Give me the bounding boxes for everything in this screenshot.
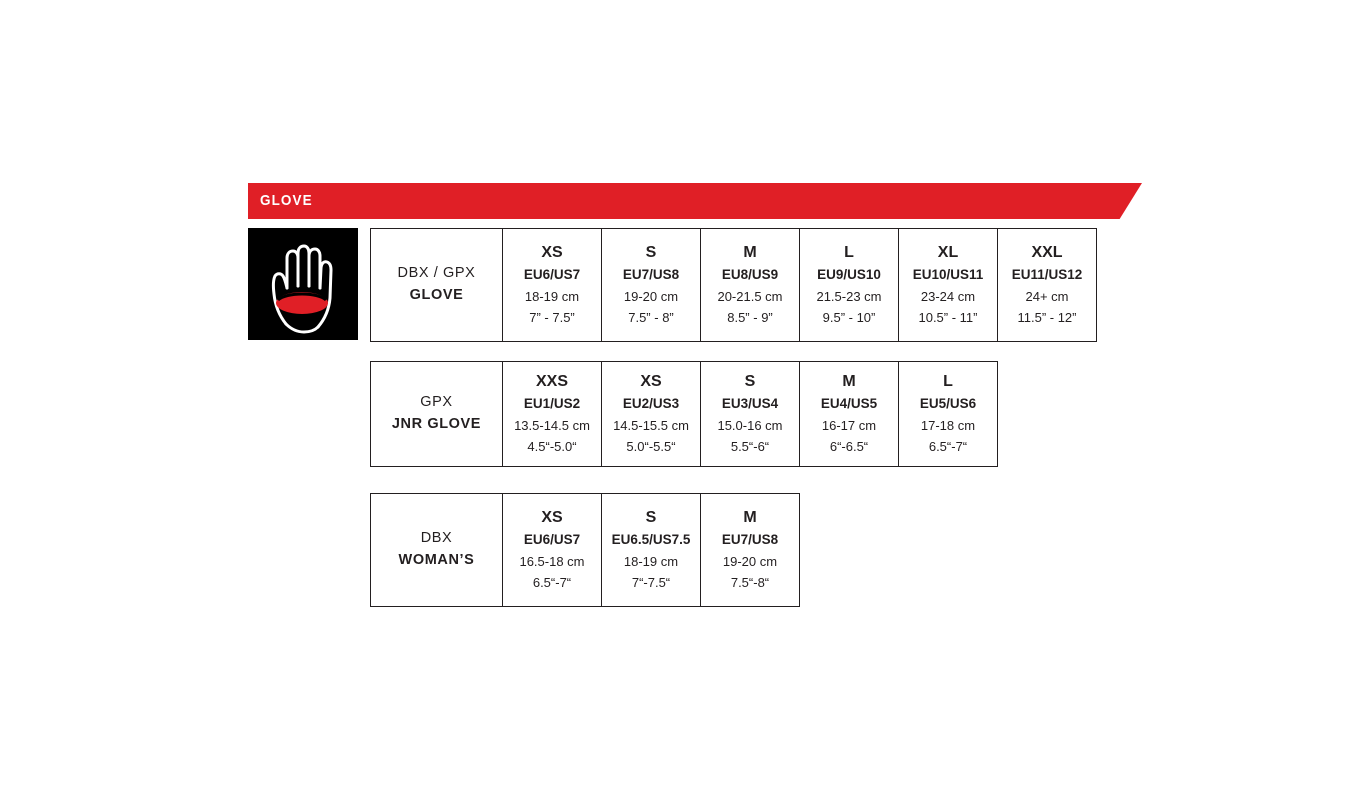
size-eu-us: EU5/US6 [919,395,977,411]
size-inch: 5.0“-5.5“ [626,438,676,454]
table-row [371,362,998,467]
size-inch: 7“-7.5“ [631,574,671,590]
size-name: M [842,373,856,391]
size-cm: 13.5-14.5 cm [514,417,590,433]
banner-background [248,183,1142,219]
size-cm: 19-20 cm [623,288,679,304]
size-cm: 17-18 cm [920,417,976,433]
glove-section-banner [248,183,1142,219]
size-cm: 21.5-23 cm [816,288,882,304]
table-row [371,229,1097,342]
row-label-line1: DBX [420,530,453,547]
size-cm: 18-19 cm [524,288,580,304]
size-cm: 20-21.5 cm [717,288,783,304]
size-cm: 16.5-18 cm [519,553,585,569]
size-inch: 7.5” - 8” [628,309,674,325]
size-eu-us: EU6/US7 [523,266,581,282]
size-inch: 8.5” - 9” [727,309,773,325]
size-column-s [701,362,800,467]
table-row [371,494,800,607]
size-column-m [701,494,800,607]
size-cm: 18-19 cm [623,553,679,569]
size-name: L [844,244,854,262]
row-label-jnr [371,362,503,467]
size-inch: 6.5“-7“ [928,438,968,454]
size-column-xs [602,362,701,467]
size-name: XS [541,509,563,527]
size-column-s [602,494,701,607]
row-label-line1: DBX / GPX [397,265,476,282]
size-column-l [800,229,899,342]
size-table-glove [370,228,1097,342]
size-inch: 11.5” - 12” [1017,309,1077,325]
size-eu-us: EU6.5/US7.5 [611,531,691,547]
row-label-line2: JNR GLOVE [391,416,482,432]
size-inch: 7” - 7.5” [529,309,575,325]
size-eu-us: EU2/US3 [622,395,680,411]
size-table-jnr-glove [370,361,998,467]
size-name: L [943,373,953,391]
size-cm: 19-20 cm [722,553,778,569]
size-eu-us: EU7/US8 [622,266,680,282]
size-eu-us: EU3/US4 [721,395,779,411]
size-column-xs [503,494,602,607]
size-name: M [743,244,757,262]
size-inch: 10.5” - 11” [918,309,978,325]
size-name: XS [541,244,563,262]
size-cm: 23-24 cm [920,288,976,304]
size-name: XL [937,244,959,262]
size-cm: 24+ cm [1025,288,1069,304]
size-inch: 7.5“-8“ [730,574,770,590]
size-inch: 6.5“-7“ [532,574,572,590]
size-name: M [743,509,757,527]
size-name: XXL [1031,244,1063,262]
size-inch: 5.5“-6“ [730,438,770,454]
size-column-xxs [503,362,602,467]
size-cm: 15.0-16 cm [717,417,783,433]
size-name: S [645,244,657,262]
size-inch: 6“-6.5“ [829,438,869,454]
row-label-line2: WOMAN’S [398,552,475,568]
size-eu-us: EU7/US8 [721,531,779,547]
glove-hand-icon [248,228,358,340]
size-column-s [602,229,701,342]
size-column-xxl [998,229,1097,342]
size-column-xs [503,229,602,342]
size-column-xl [899,229,998,342]
size-name: S [645,509,657,527]
glove-illustration-tile [248,228,358,340]
size-eu-us: EU11/US12 [1011,266,1083,282]
size-column-m [800,362,899,467]
size-eu-us: EU4/US5 [820,395,878,411]
size-eu-us: EU10/US11 [912,266,984,282]
size-name: XS [640,373,662,391]
size-cm: 14.5-15.5 cm [613,417,689,433]
size-name: S [744,373,756,391]
size-column-m [701,229,800,342]
size-column-l [899,362,998,467]
banner-title: GLOVE [260,192,313,209]
row-label-womans [371,494,503,607]
size-inch: 4.5“-5.0“ [527,438,577,454]
size-eu-us: EU8/US9 [721,266,779,282]
size-table-womans [370,493,800,607]
size-name: XXS [535,373,568,391]
size-inch: 9.5” - 10” [822,309,876,325]
row-label-line2: GLOVE [409,287,464,303]
size-cm: 16-17 cm [821,417,877,433]
size-eu-us: EU9/US10 [817,266,881,282]
size-eu-us: EU6/US7 [523,531,581,547]
row-label-line1: GPX [420,394,453,411]
row-label-glove [371,229,503,342]
size-eu-us: EU1/US2 [523,395,581,411]
